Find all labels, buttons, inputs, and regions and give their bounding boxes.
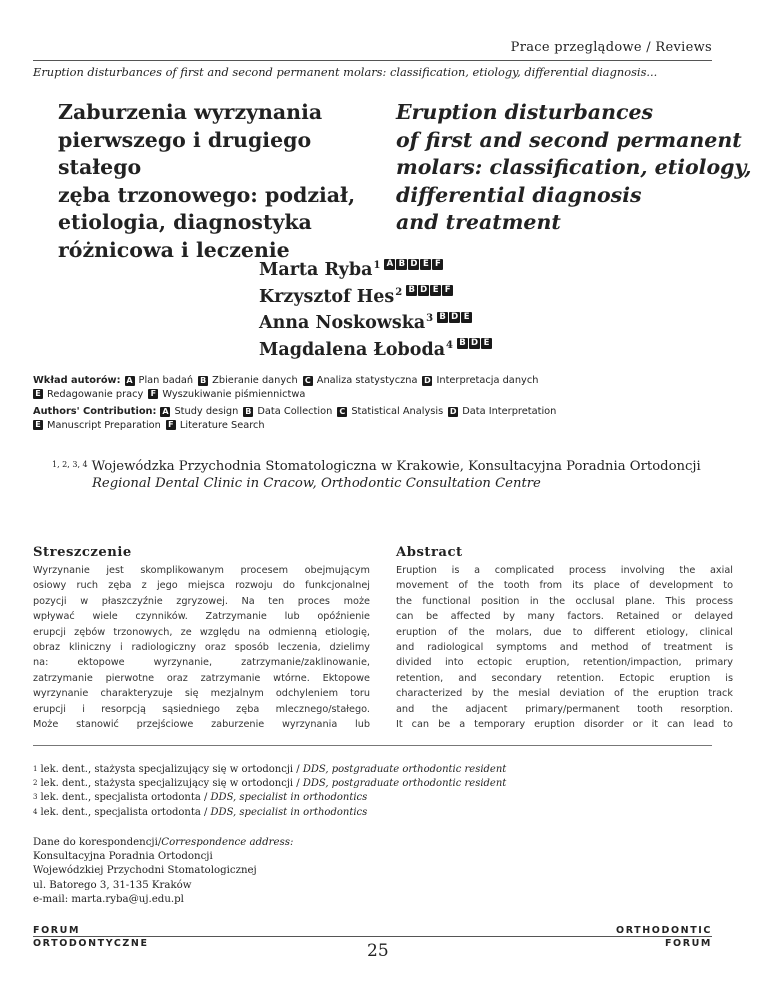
correspondence-line: Konsultacyjna Poradnia Ortodoncji	[33, 851, 213, 863]
correspondence-label-polish: Dane do korespondencji/	[33, 837, 162, 848]
footer-rule	[33, 936, 712, 937]
footnote-english: DDS, postgraduate orthodontic resident	[302, 778, 507, 790]
role-badge: F	[148, 389, 158, 399]
author-affiliation-number: 1	[373, 260, 381, 271]
role-badge: E	[461, 312, 472, 323]
title-pl-line: Zaburzenia wyrzynania	[58, 100, 323, 124]
role-badge: C	[337, 407, 347, 417]
role-badge: D	[451, 311, 459, 322]
role-badge: A	[126, 375, 133, 385]
contribution-text: Zbieranie danych	[212, 375, 298, 386]
footnote-number: 3	[33, 793, 38, 802]
contribution-text: Analiza statystyczna	[316, 375, 418, 386]
contribution-text: Manuscript Preparation	[47, 419, 161, 431]
running-title: Eruption disturbances of first and second permanent molars: classification, etiology, differential diagnosis...	[33, 65, 658, 79]
author-row	[259, 284, 493, 311]
abstract-body-english	[396, 563, 733, 732]
role-badge: D	[449, 406, 457, 416]
author-name: Krzysztof Hes	[259, 286, 395, 307]
abstract-line: It can be a temporary eruption disorder or it can lead to	[396, 719, 733, 731]
author-name: Marta Ryba	[259, 260, 373, 280]
role-badge: D	[410, 258, 418, 269]
title-en-line: of first and second permanent	[396, 127, 742, 152]
affiliation-polish: Wojewódzka Przychodnia Stomatologiczna w Krakowie, Konsultacyjna Poradnia Ortodoncji	[91, 459, 701, 474]
abstract-line: can be affected by many factors. Retained or delayed	[396, 611, 733, 623]
journal-name-english	[616, 924, 712, 950]
abstract-line: and the adjacent primary/permanent tooth resorption.	[396, 703, 733, 715]
author-affiliation-number: 3	[426, 313, 434, 324]
contribution-text: Interpretacja danych	[436, 375, 539, 386]
title-en-line: molars: classification, etiology,	[396, 155, 752, 179]
affiliation-english: Regional Dental Clinic in Cracow, Orthodontic Consultation Centre	[92, 476, 541, 491]
title-pl-line: etiologia, diagnostyka	[58, 210, 312, 234]
role-badges	[406, 285, 454, 296]
abstract-line: wpływać wiele czynników. Zatrzymanie lub opóźnienie	[33, 611, 370, 623]
role-badge: F	[442, 285, 453, 296]
role-badge: D	[420, 285, 428, 296]
role-badges	[384, 259, 444, 270]
correspondence-email[interactable]: e-mail: marta.ryba@uj.edu.pl	[33, 893, 184, 905]
abstract-line: and radiological symptoms and method of treatment is	[396, 642, 733, 654]
role-badge: D	[470, 338, 479, 349]
title-en-line: Eruption disturbances	[396, 100, 654, 124]
contribution-legend-polish	[33, 374, 543, 401]
footnote-number: 1	[33, 765, 38, 773]
abstract-line: zatrzymanie pierwotne oraz zatrzymanie wtórne. Ektopowe	[33, 672, 370, 684]
footnote	[33, 763, 506, 777]
abstract-line: erupcji i resorpcją sąsiedniego zęba mlecznego/stałego.	[33, 703, 370, 715]
contribution-text: Statistical Analysis	[351, 406, 444, 417]
affiliation-numbers: 1, 2, 3, 4	[52, 460, 88, 469]
role-badge: E	[481, 338, 492, 349]
contribution-text: Study design	[174, 406, 239, 417]
journal-name-line: ORTODONTYCZNE	[33, 938, 149, 949]
correspondence-address	[33, 836, 293, 907]
footnote	[33, 806, 506, 820]
footnote-number: 4	[33, 807, 38, 816]
abstract-line: obraz kliniczny i radiologiczny oraz sposób leczenia, dzielimy	[33, 642, 370, 654]
author-row	[259, 310, 493, 337]
abstract-line: retention, and secondary retention. Ectopic eruption is	[396, 672, 733, 684]
journal-name-line: FORUM	[664, 938, 712, 949]
role-badge: A	[162, 406, 169, 416]
title-pl-line: pierwszego i drugiego stałego	[58, 127, 312, 179]
abstract-line: Eruption is a complicated process involving the axial	[396, 565, 733, 576]
footnote-english: DDS, specialist in orthodontics	[210, 806, 368, 818]
title-english	[396, 99, 752, 237]
role-badge: C	[303, 376, 313, 386]
author-list	[259, 257, 493, 363]
abstract-line: characterized by the mesial deviation of the eruption track	[396, 688, 733, 700]
abstract-line: movement of the tooth from its place of development to	[396, 580, 733, 592]
footnote-polish: lek. dent., specjalista ortodonta /	[40, 792, 211, 804]
journal-name-line: FORUM	[33, 925, 81, 936]
role-badge: B	[200, 375, 207, 385]
role-badge: E	[33, 389, 43, 399]
footnote-polish: lek. dent., specjalista ortodonta /	[40, 806, 211, 818]
page-number: 25	[367, 941, 389, 961]
role-badge: B	[457, 338, 468, 349]
footnote-polish: lek. dent., stażysta specjalizujący się w ortodoncji /	[40, 764, 303, 775]
abstract-heading-english: Abstract	[396, 545, 463, 560]
role-badge: F	[166, 420, 176, 430]
journal-name-line: ORTHODONTIC	[616, 925, 712, 936]
contribution-legend-english	[33, 405, 561, 432]
section-label: Prace przeglądowe / Reviews	[510, 40, 712, 55]
author-affiliation-number: 4	[446, 339, 454, 351]
correspondence-line: ul. Batorego 3, 31-135 Kraków	[33, 879, 192, 891]
abstract-line: osiowy ruch zęba z jego miejsca rozwoju do funkcjonalnej	[33, 580, 370, 592]
correspondence-label-english: Correspondence address:	[161, 837, 294, 848]
abstract-line: pozycji w płaszczyźnie zgryzowej. Na ten proces może	[33, 595, 370, 607]
contribution-text: Literature Search	[179, 419, 265, 431]
footnote	[33, 777, 506, 791]
contribution-label: Wkład autorów:	[33, 375, 121, 386]
contribution-text: Plan badań	[138, 375, 194, 386]
abstract-line: wyrzynanie charakteryzuje się mezjalnym odchyleniem toru	[33, 688, 370, 700]
role-badges	[457, 338, 493, 349]
role-badge: D	[424, 375, 431, 385]
title-pl-line: zęba trzonowego: podział,	[58, 182, 356, 207]
author-row	[259, 257, 493, 284]
title-polish	[58, 99, 378, 264]
contribution-text: Redagowanie pracy	[47, 388, 144, 400]
role-badge: A	[384, 259, 395, 270]
abstract-line: na: ektopowe wyrzynanie, zatrzymanie/zaklinowanie,	[33, 657, 370, 669]
abstract-heading-polish: Streszczenie	[33, 545, 132, 560]
title-en-line: and treatment	[396, 210, 561, 234]
footnote-english: DDS, specialist in orthodontics	[210, 792, 368, 804]
role-badge: E	[33, 420, 43, 430]
title-pl-line: różnicowa i leczenie	[58, 237, 290, 262]
author-affiliation-number: 2	[395, 286, 403, 298]
abstract-line: divided into ectopic eruption, retention/impaction, primary	[396, 657, 733, 669]
author-row	[259, 337, 493, 364]
role-badge: F	[432, 259, 443, 270]
role-badge: E	[430, 285, 441, 296]
contribution-text: Wyszukiwanie piśmiennictwa	[162, 388, 306, 400]
footnote-number: 2	[33, 779, 38, 788]
contribution-text: Data Collection	[257, 406, 333, 417]
affiliation	[52, 458, 701, 492]
role-badge: B	[437, 312, 448, 323]
abstract-line: the functional position in the occlusal plane. This process	[396, 595, 733, 607]
abstract-line: Może stanowić przejściowe zaburzenie wyrzynania lub	[33, 719, 370, 731]
footnotes	[33, 763, 506, 820]
correspondence-line: Wojewódzkiej Przychodni Stomatologicznej	[33, 865, 257, 877]
role-badges	[437, 312, 473, 323]
footnote-rule	[33, 745, 712, 746]
footnote-polish: lek. dent., stażysta specjalizujący się w ortodoncji /	[40, 778, 303, 790]
author-name: Anna Noskowska	[259, 313, 426, 333]
footnote	[33, 791, 506, 805]
header-rule	[33, 60, 712, 61]
role-badge: B	[406, 285, 417, 296]
abstract-line: Wyrzynanie jest skomplikowanym procesem obejmującym	[33, 565, 370, 576]
author-name: Magdalena Łoboda	[259, 339, 446, 360]
role-badge: B	[245, 406, 252, 416]
contribution-text: Data Interpretation	[462, 406, 557, 417]
abstract-body-polish	[33, 563, 370, 732]
abstract-line: eruption of the molars, due to different etiology, clinical	[396, 626, 733, 638]
footnote-english: DDS, postgraduate orthodontic resident	[302, 764, 507, 775]
role-badge: E	[420, 259, 431, 270]
role-badge: B	[396, 259, 407, 270]
journal-name-polish	[33, 924, 149, 950]
title-en-line: differential diagnosis	[396, 182, 642, 207]
abstract-line: erupcji zębów trzonowych, ze względu na odmienną etiologię,	[33, 626, 370, 638]
contribution-label: Authors' Contribution:	[33, 406, 157, 417]
